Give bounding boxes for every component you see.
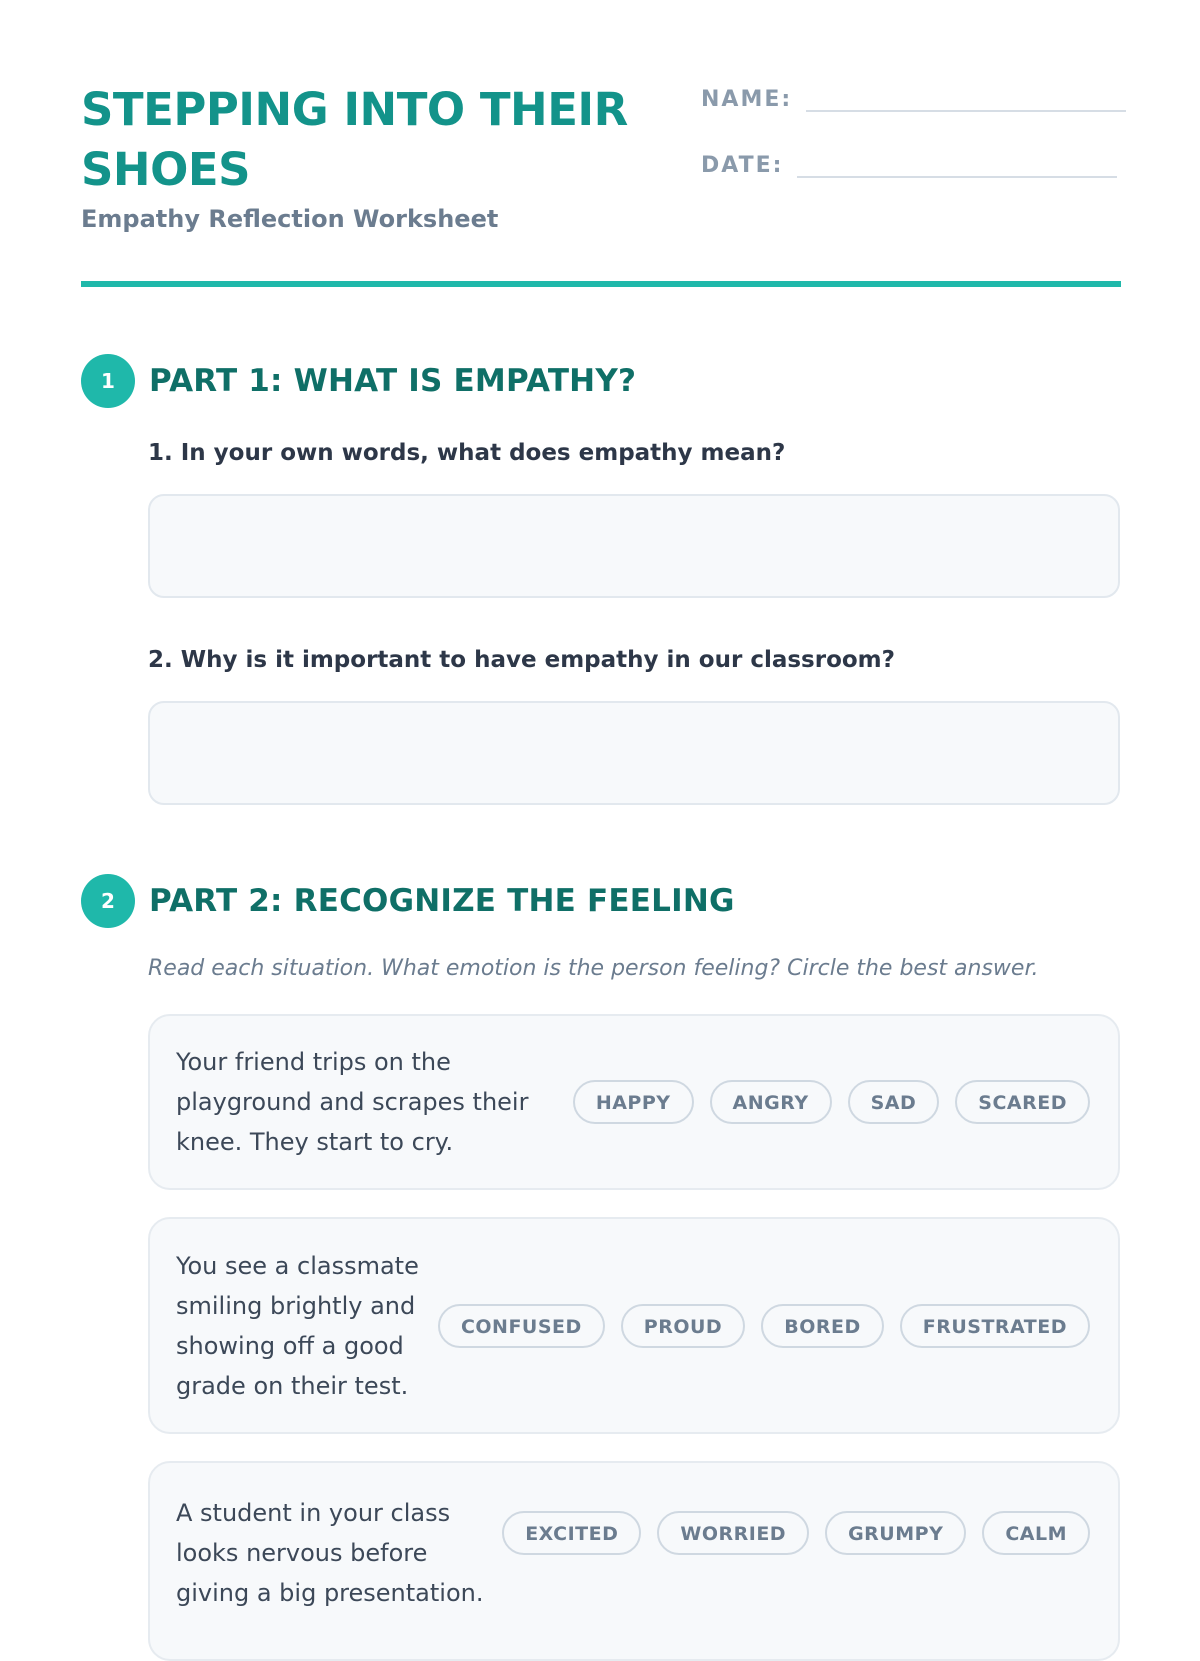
date-input-line[interactable] <box>797 152 1117 178</box>
name-input-line[interactable] <box>806 86 1126 112</box>
scenario-text: Your friend trips on the playground and scrapes their knee. They start to cry. <box>176 1048 529 1156</box>
date-field[interactable] <box>701 152 1117 178</box>
part2-number-badge: 2 <box>81 874 135 928</box>
scenario-card <box>148 1014 1120 1190</box>
emotion-option[interactable]: CALM <box>982 1511 1090 1555</box>
scenario-text: You see a classmate smiling brightly and showing off a good grade on their test. <box>176 1251 419 1400</box>
part2-header <box>81 874 735 928</box>
emotion-option[interactable]: WORRIED <box>657 1511 809 1555</box>
emotion-option[interactable]: SCARED <box>955 1080 1090 1124</box>
worksheet-subtitle: Empathy Reflection Worksheet <box>81 205 499 233</box>
emotion-options <box>573 1080 1090 1124</box>
part1-title: PART 1: WHAT IS EMPATHY? <box>149 363 637 399</box>
part2-instructions: Read each situation. What emotion is the person feeling? Circle the best answer. <box>148 956 1039 981</box>
emotion-option[interactable]: BORED <box>761 1304 884 1348</box>
date-label: DATE: <box>701 153 784 178</box>
name-label: NAME: <box>701 87 793 112</box>
emotion-option[interactable]: ANGRY <box>710 1080 832 1124</box>
header-divider <box>81 281 1121 287</box>
question-1: 1. In your own words, what does empathy mean? <box>148 440 786 466</box>
scenario-card <box>148 1217 1120 1434</box>
worksheet-title: STEPPING INTO THEIR SHOES <box>81 83 628 196</box>
emotion-option[interactable]: CONFUSED <box>438 1304 605 1348</box>
answer-box-2[interactable] <box>148 701 1120 805</box>
answer-box-1[interactable] <box>148 494 1120 598</box>
emotion-options <box>502 1511 1090 1555</box>
emotion-options <box>438 1304 1090 1348</box>
name-field[interactable] <box>701 86 1126 112</box>
part1-header <box>81 354 636 408</box>
emotion-option[interactable]: FRUSTRATED <box>900 1304 1090 1348</box>
emotion-option[interactable]: EXCITED <box>502 1511 641 1555</box>
scenario-text: A student in your class looks nervous before giving a big presentation. <box>176 1499 484 1607</box>
emotion-option[interactable]: SAD <box>848 1080 940 1124</box>
part2-title: PART 2: RECOGNIZE THE FEELING <box>149 883 735 919</box>
question-2: 2. Why is it important to have empathy in our classroom? <box>148 647 895 673</box>
emotion-option[interactable]: PROUD <box>621 1304 745 1348</box>
emotion-option[interactable]: HAPPY <box>573 1080 694 1124</box>
emotion-option[interactable]: GRUMPY <box>825 1511 966 1555</box>
part1-number-badge: 1 <box>81 354 135 408</box>
scenario-card <box>148 1461 1120 1661</box>
